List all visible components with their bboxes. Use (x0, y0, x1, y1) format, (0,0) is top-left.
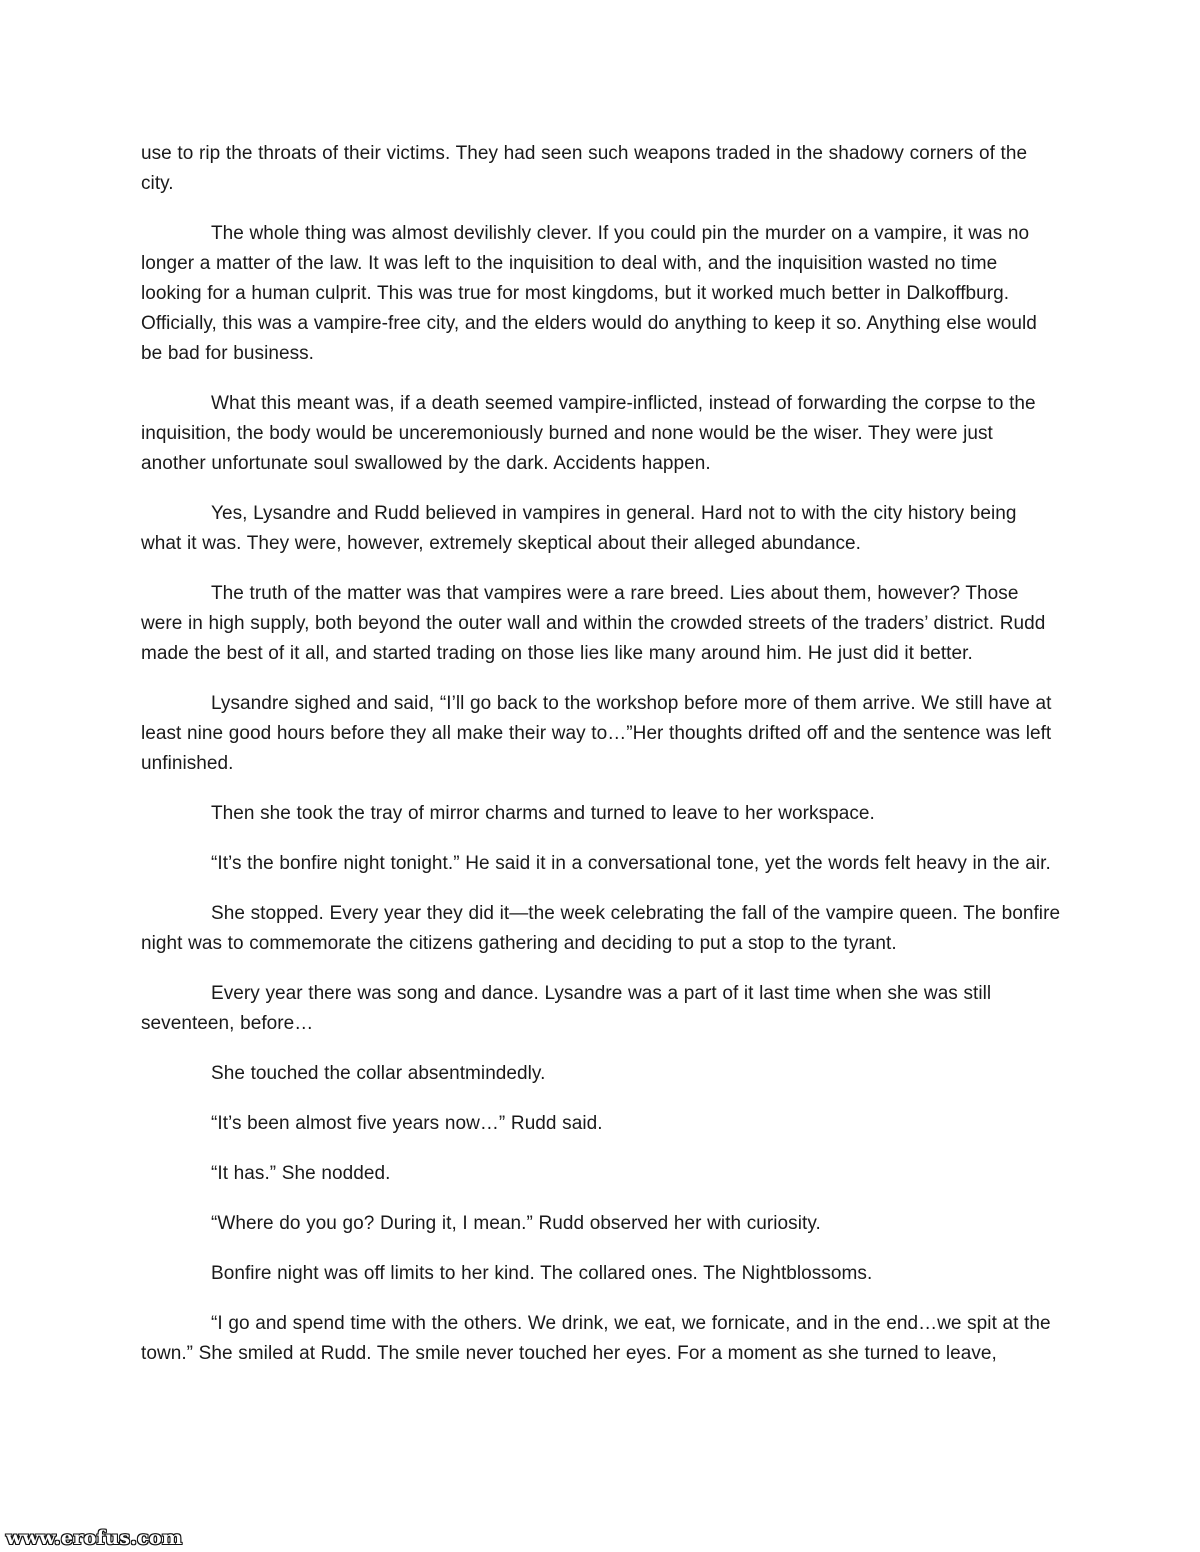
paragraph: “It has.” She nodded. (211, 1163, 391, 1184)
paragraph: Yes, Lysandre and Rudd believed in vampires in general. Hard not to with the city history being what it was. They were, however, extremely skeptical about their alleged abundance. (141, 503, 1017, 554)
paragraph: “I go and spend time with the others. We drink, we eat, we fornicate, and in the end…we spit at the town.” She smiled at Rudd. The smile never touched her eyes. For a moment as she turned to leave, (141, 1313, 1051, 1364)
paragraph: Bonfire night was off limits to her kind. The collared ones. The Nightblossoms. (211, 1263, 873, 1284)
paragraph: “It’s the bonfire night tonight.” He said it in a conversational tone, yet the words felt heavy in the air. (211, 853, 1051, 874)
site-watermark: www.erofus.com (6, 1527, 183, 1549)
paragraph: She touched the collar absentmindedly. (211, 1063, 546, 1084)
paragraph: Then she took the tray of mirror charms and turned to leave to her workspace. (211, 803, 875, 824)
paragraph: The truth of the matter was that vampires were a rare breed. Lies about them, however? Those were in high supply, both beyond the outer wall and within the crowded streets of the traders’ district. Rudd made the best of it all, and started trading on those lies like many around him. He just did it better. (141, 583, 1046, 664)
paragraph: What this meant was, if a death seemed vampire-inflicted, instead of forwarding the corpse to the inquisition, the body would be unceremoniously burned and none would be the wiser. They were just another unfortunate soul swallowed by the dark. Accidents happen. (141, 393, 1036, 474)
paragraph: Every year there was song and dance. Lysandre was a part of it last time when she was still seventeen, before… (141, 983, 992, 1034)
paragraph: “Where do you go? During it, I mean.” Rudd observed her with curiosity. (211, 1213, 821, 1234)
paragraph: use to rip the throats of their victims. They had seen such weapons traded in the shadowy corners of the city. (141, 143, 1028, 194)
document-page (141, 139, 1061, 1389)
paragraph: Lysandre sighed and said, “I’ll go back to the workshop before more of them arrive. We still have at least nine good hours before they all make their way to…”Her thoughts drifted off and the sentence was left unfinished. (141, 693, 1052, 774)
paragraph: The whole thing was almost devilishly clever. If you could pin the murder on a vampire, it was no longer a matter of the law. It was left to the inquisition to deal with, and the inquisition wasted no time looking for a human culprit. This was true for most kingdoms, but it worked much better in Dalkoffburg. Officially, this was a vampire-free city, and the elders would do anything to keep it so. Anything else would be bad for business. (141, 223, 1037, 364)
paragraph: “It’s been almost five years now…” Rudd said. (211, 1113, 603, 1134)
paragraph: She stopped. Every year they did it—the week celebrating the fall of the vampire queen. The bonfire night was to commemorate the citizens gathering and deciding to put a stop to the tyrant. (141, 903, 1061, 954)
